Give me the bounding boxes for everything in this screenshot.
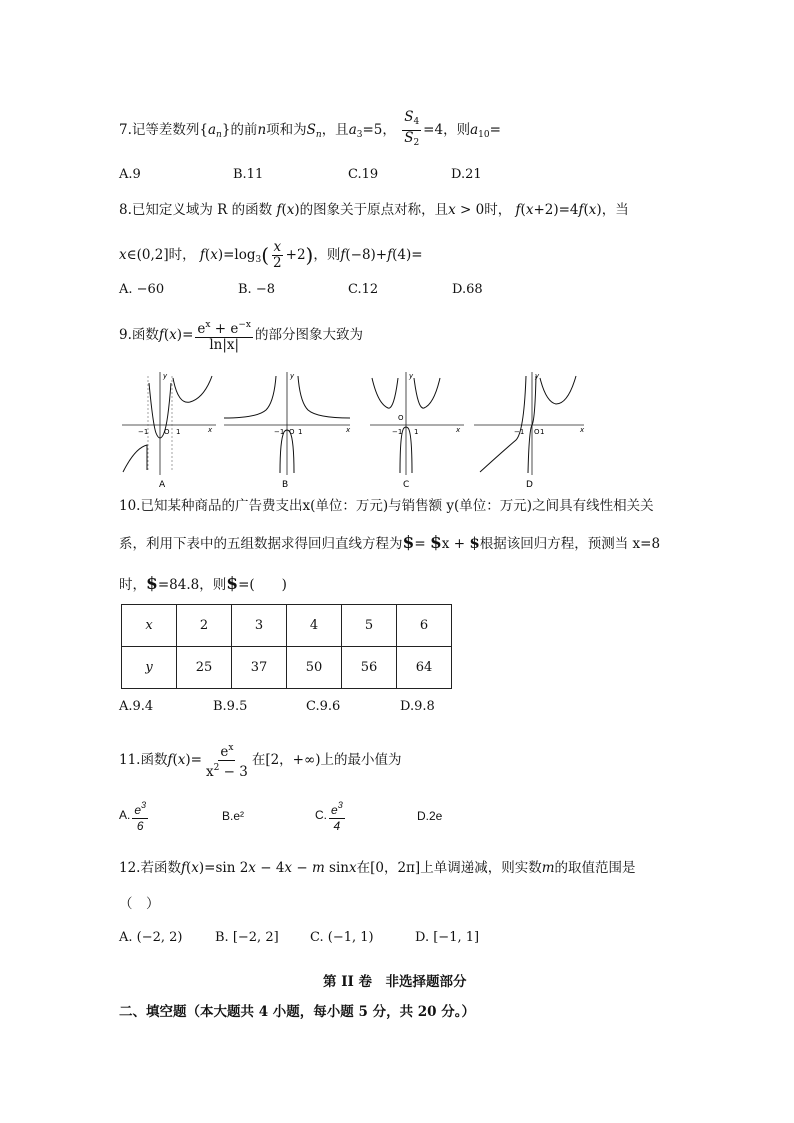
- q10-line3b: =84.8，则: [157, 577, 227, 593]
- q9-tail: 的部分图象大致为: [254, 327, 363, 343]
- svg-text:−1: −1: [514, 428, 525, 436]
- svg-text:O: O: [289, 428, 295, 436]
- q12-line1: 12.若函数f(x)=sin 2x − 4x − m sinx在[0，2π]上单调递减，则实数m的取值范围是: [119, 860, 636, 876]
- graph-d-label: D: [526, 480, 533, 490]
- q7-option-a: A.9: [119, 167, 141, 182]
- graph-a: [120, 370, 220, 490]
- q7-stem-b: 的前: [230, 122, 258, 138]
- q11-fraction: $\frac{e^x}{x^2 - 3}$: [205, 743, 248, 780]
- q7-cond1: =5，: [362, 122, 396, 138]
- q12-option-c: C. (−1, 1): [310, 930, 374, 945]
- q10-line1: 10.已知某种商品的广告费支出x(单位：万元)与销售额 y(单位：万元)之间具有线性相关关: [119, 498, 654, 514]
- q10-line2b: 根据该回归方程，预测当 x=8: [479, 536, 661, 552]
- svg-text:O: O: [534, 428, 540, 436]
- q10-option-c: C.9.6: [306, 699, 341, 714]
- table-row: [122, 605, 452, 647]
- table-cell: 5: [342, 605, 397, 647]
- table-cell: 2: [177, 605, 232, 647]
- q8-option-b: B. −8: [238, 282, 275, 297]
- svg-text:x: x: [580, 426, 585, 434]
- table-header-y: y: [122, 647, 177, 689]
- q11-option-b: B.e²: [222, 809, 245, 823]
- svg-text:O: O: [164, 428, 170, 436]
- graph-d: [472, 370, 588, 490]
- table-cell: 4: [287, 605, 342, 647]
- graph-a-label: A: [159, 480, 166, 490]
- svg-text:−1: −1: [274, 428, 285, 436]
- question-7: 7.记等差数列$\{a_n\}$的前n项和为$S_n$，且$a_3=5$， $\frac{S_4}{S_2}$ =4，则$a_{10}=$: [119, 110, 501, 151]
- q8-option-d: D.68: [452, 282, 483, 297]
- q7-option-c: C.19: [348, 167, 379, 182]
- q10-line3: 时，$=84.8，则$=( ): [119, 574, 287, 594]
- q11-stem: 11.函数: [119, 752, 168, 768]
- q9-fraction: $\frac{e^x + e^{-x}}{\ln|x|}$: [197, 320, 251, 353]
- graph-b: [222, 370, 352, 490]
- svg-text:x: x: [456, 426, 461, 434]
- q7-fraction: $\frac{S_4}{S_2}$: [404, 109, 420, 148]
- svg-text:x: x: [208, 426, 213, 434]
- q8-stem-g: =: [411, 247, 423, 263]
- table-header-x: x: [122, 605, 177, 647]
- graph-b-label: B: [282, 480, 289, 490]
- table-cell: 3: [232, 605, 287, 647]
- svg-text:y: y: [290, 372, 295, 380]
- q11-option-c-prefix: C.: [315, 808, 327, 823]
- question-9: 9.函数f(x)= $\frac{e^x + e^{-x}}{\ln|x|}$ 的部分图象大致为: [119, 320, 363, 353]
- svg-text:−1: −1: [138, 428, 149, 436]
- q8-option-a: A. −60: [119, 282, 165, 297]
- q7-stem-d: ，且: [321, 122, 349, 138]
- q10-option-d: D.9.8: [400, 699, 435, 714]
- question-8-line2: x∈(0,2]时， $f(x)=\log_3$( $\frac{x}{2}$ +2)，则f(−8)+f(4)=: [119, 239, 423, 271]
- q8-stem-f: ，则: [313, 247, 341, 263]
- svg-text:O: O: [398, 414, 404, 422]
- svg-text:y: y: [409, 372, 414, 380]
- q11-option-d: D.2e: [417, 809, 443, 823]
- svg-text:1: 1: [540, 428, 545, 436]
- q8-option-c: C.12: [348, 282, 379, 297]
- q12-stem-c: 的取值范围是: [554, 860, 636, 876]
- q12-stem-b: 在[0，2π]上单调递减，则实数: [356, 860, 542, 876]
- q10-line3a: 时，: [119, 577, 146, 593]
- graph-c-label: C: [403, 480, 410, 490]
- q7-cond2: =4，则: [423, 122, 471, 138]
- svg-text:y: y: [163, 372, 168, 380]
- question-11: 11.函数f(x)= $\frac{e^x}{x^2 - 3}$ 在[2，+∞)上的最小值为: [119, 743, 402, 780]
- q12-line2: （ ）: [119, 896, 160, 912]
- table-cell: 50: [287, 647, 342, 689]
- q8-stem-a: 8.已知定义域为 R 的函数: [119, 202, 273, 218]
- q8-stem-b: 的图象关于原点对称，且: [299, 202, 449, 218]
- q12-option-a: A. (−2, 2): [119, 930, 183, 945]
- q12-option-b: B. [−2, 2]: [215, 930, 279, 945]
- q7-option-b: B.11: [233, 167, 264, 182]
- q10-line3c: =( ): [238, 577, 287, 593]
- table-cell: 64: [397, 647, 452, 689]
- q10-line2a: 系，利用下表中的五组数据求得回归直线方程为: [119, 536, 403, 552]
- q11-tail: 在[2，+∞)上的最小值为: [251, 752, 402, 768]
- question-8-line1: 8.已知定义域为 R 的函数 f(x)的图象关于原点对称，且x > 0时， f(x+2)=4f(x)，当: [119, 202, 629, 218]
- table-cell: 37: [232, 647, 287, 689]
- q8-stem-c: 时，: [484, 202, 512, 218]
- svg-text:x: x: [346, 426, 351, 434]
- svg-text:1: 1: [298, 428, 303, 436]
- table-cell: 56: [342, 647, 397, 689]
- table-cell: 6: [397, 605, 452, 647]
- table-cell: 25: [177, 647, 232, 689]
- svg-text:1: 1: [414, 428, 419, 436]
- graph-c: [368, 370, 468, 490]
- svg-text:y: y: [535, 372, 540, 380]
- q12-option-d: D. [−1, 1]: [415, 930, 480, 945]
- q12-stem-a: 12.若函数: [119, 860, 181, 876]
- q7-option-d: D.21: [451, 167, 482, 182]
- q10-data-table: [121, 604, 452, 689]
- q10-line2: 系，利用下表中的五组数据求得回归直线方程为$= $x + $根据该回归方程，预测当 x=8: [119, 533, 661, 553]
- section-2-heading: 二、填空题（本大题共 4 小题，每小题 5 分，共 20 分。）: [119, 1004, 476, 1020]
- q9-graphs: [120, 370, 590, 490]
- q7-stem-c: 项和为: [266, 122, 307, 138]
- q11-option-a-prefix: A.: [119, 808, 131, 823]
- q11-option-a: A. $\frac{e^3}{6}$: [119, 800, 147, 833]
- q9-stem: 9.函数: [119, 327, 159, 343]
- q10-option-b: B.9.5: [213, 699, 248, 714]
- q7-stem-a: 7.记等差数列: [119, 122, 200, 138]
- q7-tail: =: [489, 122, 501, 138]
- svg-text:−1: −1: [392, 428, 403, 436]
- table-row: [122, 647, 452, 689]
- q10-option-a: A.9.4: [119, 699, 154, 714]
- q8-stem-e: 时，: [168, 247, 196, 263]
- q11-option-c: C. $\frac{e^3}{4}$: [315, 800, 343, 833]
- q8-stem-d: ，当: [601, 202, 629, 218]
- section-2-title: 第 II 卷 非选择题部分: [323, 974, 467, 990]
- svg-text:1: 1: [176, 428, 181, 436]
